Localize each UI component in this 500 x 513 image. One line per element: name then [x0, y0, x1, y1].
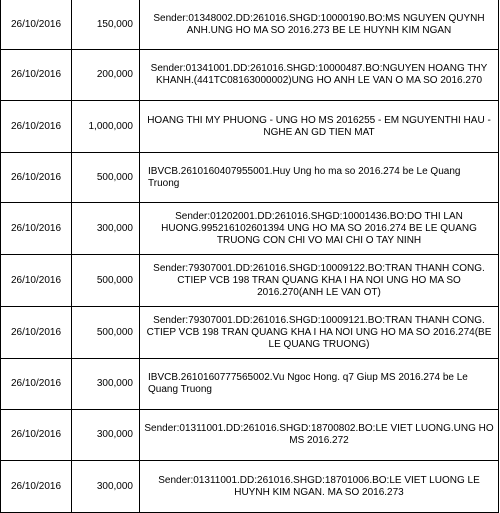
date-cell: 26/10/2016 — [1, 153, 72, 203]
amount-cell: 500,000 — [72, 255, 140, 307]
description-cell: IBVCB.2610160407955001.Huy Ung ho ma so 2016.274 be Le Quang Truong — [140, 153, 499, 203]
amount-cell: 300,000 — [72, 461, 140, 513]
table-row — [1, 410, 499, 461]
description-cell: IBVCB.2610160777565002.Vu Ngoc Hong. q7 Giup MS 2016.274 be Le Quang Truong — [140, 359, 499, 410]
amount-cell: 150,000 — [72, 0, 140, 50]
description-cell: Sender:01341001.DD:261016.SHGD:10000487.BO:NGUYEN HOANG THY KHANH.(441TC08163000002)UNG HO ANH LE VAN O MA SO 2016.270 — [140, 50, 499, 101]
table-row — [1, 101, 499, 153]
description-cell: HOANG THI MY PHUONG - UNG HO MS 2016255 - EM NGUYENTHI HAU - NGHE AN GD TIEN MAT — [140, 101, 499, 153]
date-cell: 26/10/2016 — [1, 461, 72, 513]
date-cell: 26/10/2016 — [1, 410, 72, 461]
description-cell: Sender:01348002.DD:261016.SHGD:10000190.BO:MS NGUYEN QUYNH ANH.UNG HO MA SO 2016.273 BE LE HUYNH KIM NGAN — [140, 0, 499, 50]
date-cell: 26/10/2016 — [1, 255, 72, 307]
date-cell: 26/10/2016 — [1, 0, 72, 50]
table-row — [1, 359, 499, 410]
table-row — [1, 50, 499, 101]
amount-cell: 300,000 — [72, 203, 140, 255]
description-cell: Sender:01311001.DD:261016.SHGD:18701006.BO:LE VIET LUONG LE HUYNH KIM NGAN. MA SO 2016.273 — [140, 461, 499, 513]
description-cell: Sender:01202001.DD:261016.SHGD:10001436.BO:DO THI LAN HUONG.995216102601394 UNG HO MA SO 2016.274 BE LE QUANG TRUONG CON CHI VO MAI CHI O TAY NINH — [140, 203, 499, 255]
table-row — [1, 307, 499, 359]
table-row — [1, 255, 499, 307]
amount-cell: 300,000 — [72, 410, 140, 461]
table-row — [1, 153, 499, 203]
date-cell: 26/10/2016 — [1, 203, 72, 255]
date-cell: 26/10/2016 — [1, 101, 72, 153]
table-row — [1, 461, 499, 513]
description-cell: Sender:01311001.DD:261016.SHGD:18700802.BO:LE VIET LUONG.UNG HO MS 2016.272 — [140, 410, 499, 461]
table-row — [1, 0, 499, 50]
date-cell: 26/10/2016 — [1, 307, 72, 359]
amount-cell: 500,000 — [72, 153, 140, 203]
description-cell: Sender:79307001.DD:261016.SHGD:10009122.BO:TRAN THANH CONG. CTIEP VCB 198 TRAN QUANG KHA I HA NOI UNG HO MA SO 2016.270(ANH LE VAN OT) — [140, 255, 499, 307]
amount-cell: 200,000 — [72, 50, 140, 101]
amount-cell: 500,000 — [72, 307, 140, 359]
amount-cell: 300,000 — [72, 359, 140, 410]
date-cell: 26/10/2016 — [1, 50, 72, 101]
description-cell: Sender:79307001.DD:261016.SHGD:10009121.BO:TRAN THANH CONG. CTIEP VCB 198 TRAN QUANG KHA I HA NOI UNG HO MA SO 2016.274(BE LE QUANG TRUONG) — [140, 307, 499, 359]
date-cell: 26/10/2016 — [1, 359, 72, 410]
amount-cell: 1,000,000 — [72, 101, 140, 153]
table-row — [1, 203, 499, 255]
